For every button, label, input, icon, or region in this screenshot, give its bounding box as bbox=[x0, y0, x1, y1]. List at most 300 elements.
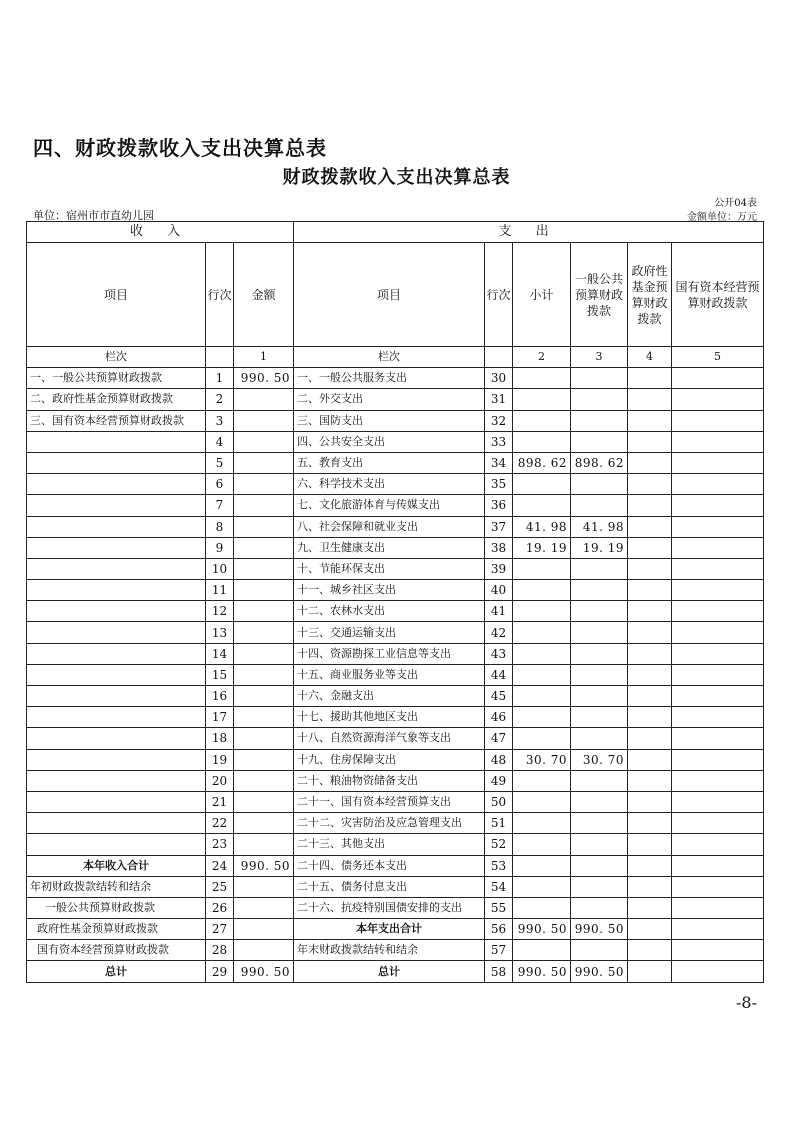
header-fund-budget: 政府性基金预算财政拨款 bbox=[628, 243, 672, 347]
income-amount-cell bbox=[234, 580, 294, 601]
income-line-cell: 16 bbox=[206, 686, 234, 707]
income-line-cell: 14 bbox=[206, 643, 234, 664]
income-line-cell: 27 bbox=[206, 919, 234, 940]
general-budget-cell bbox=[571, 834, 628, 855]
income-item-cell bbox=[27, 452, 206, 473]
table-row bbox=[27, 410, 764, 431]
expense-item-cell: 十八、自然资源海洋气象等支出 bbox=[294, 728, 485, 749]
col-index-5: 5 bbox=[672, 347, 764, 368]
expense-item-cell: 一、一般公共服务支出 bbox=[294, 368, 485, 389]
income-amount-cell bbox=[234, 919, 294, 940]
table-row bbox=[27, 919, 764, 940]
general-budget-cell bbox=[571, 495, 628, 516]
subtotal-cell bbox=[513, 474, 571, 495]
income-amount-cell bbox=[234, 728, 294, 749]
subtotal-cell bbox=[513, 558, 571, 579]
form-code: 公开04表 bbox=[714, 198, 757, 209]
expense-item-cell: 十六、金融支出 bbox=[294, 686, 485, 707]
table-row bbox=[27, 897, 764, 918]
general-budget-cell: 30. 70 bbox=[571, 749, 628, 770]
expense-line-cell: 43 bbox=[485, 643, 513, 664]
table-row bbox=[27, 474, 764, 495]
fund-budget-cell bbox=[628, 664, 672, 685]
state-capital-budget-cell bbox=[672, 664, 764, 685]
fund-budget-cell bbox=[628, 897, 672, 918]
expense-item-cell: 本年支出合计 bbox=[294, 919, 485, 940]
expense-line-cell: 57 bbox=[485, 940, 513, 961]
expense-line-cell: 45 bbox=[485, 686, 513, 707]
income-section-label: 收 入 bbox=[27, 222, 294, 243]
state-capital-budget-cell bbox=[672, 770, 764, 791]
header-expense-item: 项目 bbox=[294, 243, 485, 347]
general-budget-cell: 990. 50 bbox=[571, 961, 628, 982]
header-state-capital-budget: 国有资本经营预算财政拨款 bbox=[672, 243, 764, 347]
subtotal-cell bbox=[513, 643, 571, 664]
table-row bbox=[27, 749, 764, 770]
state-capital-budget-cell bbox=[672, 707, 764, 728]
general-budget-cell: 898. 62 bbox=[571, 452, 628, 473]
column-index-row bbox=[27, 347, 764, 368]
expense-section-label: 支 出 bbox=[294, 222, 764, 243]
general-budget-cell bbox=[571, 855, 628, 876]
expense-line-cell: 54 bbox=[485, 876, 513, 897]
table-row bbox=[27, 770, 764, 791]
state-capital-budget-cell bbox=[672, 622, 764, 643]
expense-item-cell: 二十二、灾害防治及应急管理支出 bbox=[294, 813, 485, 834]
fund-budget-cell bbox=[628, 474, 672, 495]
table-row bbox=[27, 728, 764, 749]
expense-item-cell: 六、科学技术支出 bbox=[294, 474, 485, 495]
table-row bbox=[27, 940, 764, 961]
col-index-blank-2 bbox=[485, 347, 513, 368]
income-line-cell: 6 bbox=[206, 474, 234, 495]
expense-item-cell: 十二、农林水支出 bbox=[294, 601, 485, 622]
income-line-cell: 12 bbox=[206, 601, 234, 622]
income-line-cell: 17 bbox=[206, 707, 234, 728]
expense-line-cell: 46 bbox=[485, 707, 513, 728]
income-item-cell bbox=[27, 495, 206, 516]
fund-budget-cell bbox=[628, 431, 672, 452]
general-budget-cell: 990. 50 bbox=[571, 919, 628, 940]
general-budget-cell bbox=[571, 940, 628, 961]
fund-budget-cell bbox=[628, 749, 672, 770]
income-item-cell bbox=[27, 622, 206, 643]
col-index-3: 3 bbox=[571, 347, 628, 368]
expense-line-cell: 41 bbox=[485, 601, 513, 622]
expense-item-cell: 十四、资源勘探工业信息等支出 bbox=[294, 643, 485, 664]
table-row bbox=[27, 495, 764, 516]
page-number: -8- bbox=[736, 993, 757, 1012]
general-budget-cell bbox=[571, 813, 628, 834]
budget-table bbox=[26, 221, 764, 983]
subtotal-cell bbox=[513, 728, 571, 749]
amount-unit-label: 金额单位：万元 bbox=[687, 212, 757, 223]
fund-budget-cell bbox=[628, 834, 672, 855]
fund-budget-cell bbox=[628, 686, 672, 707]
subtotal-cell bbox=[513, 791, 571, 812]
fund-budget-cell bbox=[628, 452, 672, 473]
income-amount-cell bbox=[234, 452, 294, 473]
state-capital-budget-cell bbox=[672, 919, 764, 940]
expense-line-cell: 53 bbox=[485, 855, 513, 876]
general-budget-cell bbox=[571, 601, 628, 622]
state-capital-budget-cell bbox=[672, 897, 764, 918]
income-amount-cell bbox=[234, 749, 294, 770]
state-capital-budget-cell bbox=[672, 940, 764, 961]
fund-budget-cell bbox=[628, 643, 672, 664]
income-line-cell: 4 bbox=[206, 431, 234, 452]
income-item-cell: 年初财政拨款结转和结余 bbox=[27, 876, 206, 897]
subtotal-cell bbox=[513, 431, 571, 452]
state-capital-budget-cell bbox=[672, 643, 764, 664]
fund-budget-cell bbox=[628, 728, 672, 749]
expense-item-cell: 十、节能环保支出 bbox=[294, 558, 485, 579]
state-capital-budget-cell bbox=[672, 452, 764, 473]
income-amount-cell bbox=[234, 389, 294, 410]
fund-budget-cell bbox=[628, 855, 672, 876]
fund-budget-cell bbox=[628, 389, 672, 410]
income-item-cell: 本年收入合计 bbox=[27, 855, 206, 876]
fund-budget-cell bbox=[628, 601, 672, 622]
state-capital-budget-cell bbox=[672, 728, 764, 749]
expense-line-cell: 50 bbox=[485, 791, 513, 812]
income-line-cell: 15 bbox=[206, 664, 234, 685]
state-capital-budget-cell bbox=[672, 495, 764, 516]
header-income-item: 项目 bbox=[27, 243, 206, 347]
income-line-cell: 23 bbox=[206, 834, 234, 855]
income-item-cell bbox=[27, 601, 206, 622]
fund-budget-cell bbox=[628, 495, 672, 516]
state-capital-budget-cell bbox=[672, 791, 764, 812]
table-row bbox=[27, 791, 764, 812]
col-index-label: 栏次 bbox=[27, 347, 206, 368]
income-item-cell bbox=[27, 516, 206, 537]
table-row bbox=[27, 961, 764, 982]
expense-item-cell: 总计 bbox=[294, 961, 485, 982]
unit-label: 单位：宿州市市直幼儿园 bbox=[33, 209, 154, 222]
income-amount-cell bbox=[234, 876, 294, 897]
income-amount-cell bbox=[234, 813, 294, 834]
expense-item-cell: 十九、住房保障支出 bbox=[294, 749, 485, 770]
expense-item-cell: 七、文化旅游体育与传媒支出 bbox=[294, 495, 485, 516]
income-item-cell bbox=[27, 474, 206, 495]
expense-line-cell: 49 bbox=[485, 770, 513, 791]
header-income-amount: 金额 bbox=[234, 243, 294, 347]
general-budget-cell bbox=[571, 876, 628, 897]
subtotal-cell bbox=[513, 940, 571, 961]
table-row bbox=[27, 452, 764, 473]
income-amount-cell bbox=[234, 516, 294, 537]
fund-budget-cell bbox=[628, 919, 672, 940]
income-item-cell bbox=[27, 686, 206, 707]
fund-budget-cell bbox=[628, 707, 672, 728]
income-item-cell bbox=[27, 537, 206, 558]
expense-line-cell: 48 bbox=[485, 749, 513, 770]
general-budget-cell bbox=[571, 664, 628, 685]
table-row bbox=[27, 707, 764, 728]
fund-budget-cell bbox=[628, 940, 672, 961]
expense-line-cell: 34 bbox=[485, 452, 513, 473]
subtotal-cell bbox=[513, 410, 571, 431]
state-capital-budget-cell bbox=[672, 686, 764, 707]
expense-item-cell: 二十三、其他支出 bbox=[294, 834, 485, 855]
state-capital-budget-cell bbox=[672, 580, 764, 601]
income-amount-cell bbox=[234, 940, 294, 961]
subtotal-cell bbox=[513, 368, 571, 389]
fund-budget-cell bbox=[628, 876, 672, 897]
state-capital-budget-cell bbox=[672, 558, 764, 579]
fund-budget-cell bbox=[628, 368, 672, 389]
expense-line-cell: 44 bbox=[485, 664, 513, 685]
table-row bbox=[27, 855, 764, 876]
state-capital-budget-cell bbox=[672, 537, 764, 558]
expense-line-cell: 33 bbox=[485, 431, 513, 452]
income-amount-cell bbox=[234, 410, 294, 431]
expense-item-cell: 十五、商业服务业等支出 bbox=[294, 664, 485, 685]
subtotal-cell: 30. 70 bbox=[513, 749, 571, 770]
expense-line-cell: 55 bbox=[485, 897, 513, 918]
expense-line-cell: 56 bbox=[485, 919, 513, 940]
income-item-cell: 一般公共预算财政拨款 bbox=[27, 897, 206, 918]
subtotal-cell bbox=[513, 897, 571, 918]
income-item-cell bbox=[27, 813, 206, 834]
income-line-cell: 19 bbox=[206, 749, 234, 770]
income-amount-cell bbox=[234, 643, 294, 664]
income-amount-cell bbox=[234, 622, 294, 643]
expense-line-cell: 58 bbox=[485, 961, 513, 982]
income-line-cell: 1 bbox=[206, 368, 234, 389]
expense-line-cell: 32 bbox=[485, 410, 513, 431]
subtotal-cell bbox=[513, 601, 571, 622]
income-line-cell: 24 bbox=[206, 855, 234, 876]
expense-item-cell: 二十五、债务付息支出 bbox=[294, 876, 485, 897]
col-index-blank bbox=[206, 347, 234, 368]
expense-item-cell: 八、社会保障和就业支出 bbox=[294, 516, 485, 537]
income-item-cell bbox=[27, 643, 206, 664]
subtotal-cell bbox=[513, 834, 571, 855]
table-row bbox=[27, 622, 764, 643]
general-budget-cell bbox=[571, 707, 628, 728]
col-index-1: 1 bbox=[234, 347, 294, 368]
income-amount-cell bbox=[234, 537, 294, 558]
income-item-cell: 一、一般公共预算财政拨款 bbox=[27, 368, 206, 389]
fund-budget-cell bbox=[628, 961, 672, 982]
general-budget-cell bbox=[571, 770, 628, 791]
table-row bbox=[27, 664, 764, 685]
subtotal-cell bbox=[513, 664, 571, 685]
income-line-cell: 18 bbox=[206, 728, 234, 749]
general-budget-cell bbox=[571, 622, 628, 643]
expense-item-cell: 十一、城乡社区支出 bbox=[294, 580, 485, 601]
general-budget-cell bbox=[571, 686, 628, 707]
table-row bbox=[27, 389, 764, 410]
state-capital-budget-cell bbox=[672, 368, 764, 389]
subtotal-cell: 990. 50 bbox=[513, 919, 571, 940]
table-row bbox=[27, 813, 764, 834]
subtotal-cell bbox=[513, 495, 571, 516]
subtotal-cell: 990. 50 bbox=[513, 961, 571, 982]
header-row bbox=[27, 243, 764, 347]
fund-budget-cell bbox=[628, 537, 672, 558]
expense-item-cell: 二十六、抗疫特别国债安排的支出 bbox=[294, 897, 485, 918]
table-row bbox=[27, 580, 764, 601]
subtotal-cell: 19. 19 bbox=[513, 537, 571, 558]
header-subtotal: 小计 bbox=[513, 243, 571, 347]
header-expense-line: 行次 bbox=[485, 243, 513, 347]
general-budget-cell bbox=[571, 410, 628, 431]
general-budget-cell bbox=[571, 728, 628, 749]
income-item-cell: 政府性基金预算财政拨款 bbox=[27, 919, 206, 940]
income-item-cell bbox=[27, 791, 206, 812]
subtotal-cell bbox=[513, 707, 571, 728]
income-amount-cell bbox=[234, 474, 294, 495]
income-item-cell bbox=[27, 770, 206, 791]
income-item-cell bbox=[27, 664, 206, 685]
income-amount-cell bbox=[234, 686, 294, 707]
section-row bbox=[27, 222, 764, 243]
income-item-cell bbox=[27, 431, 206, 452]
income-line-cell: 2 bbox=[206, 389, 234, 410]
expense-line-cell: 42 bbox=[485, 622, 513, 643]
col-index-4: 4 bbox=[628, 347, 672, 368]
state-capital-budget-cell bbox=[672, 855, 764, 876]
income-line-cell: 25 bbox=[206, 876, 234, 897]
expense-item-cell: 二、外交支出 bbox=[294, 389, 485, 410]
income-item-cell bbox=[27, 728, 206, 749]
income-amount-cell: 990. 50 bbox=[234, 368, 294, 389]
fund-budget-cell bbox=[628, 791, 672, 812]
state-capital-budget-cell bbox=[672, 834, 764, 855]
income-amount-cell bbox=[234, 601, 294, 622]
income-item-cell: 三、国有资本经营预算财政拨款 bbox=[27, 410, 206, 431]
general-budget-cell bbox=[571, 368, 628, 389]
expense-line-cell: 30 bbox=[485, 368, 513, 389]
income-amount-cell bbox=[234, 834, 294, 855]
expense-line-cell: 36 bbox=[485, 495, 513, 516]
expense-item-cell: 二十四、债务还本支出 bbox=[294, 855, 485, 876]
state-capital-budget-cell bbox=[672, 749, 764, 770]
table-row bbox=[27, 601, 764, 622]
state-capital-budget-cell bbox=[672, 813, 764, 834]
income-item-cell bbox=[27, 558, 206, 579]
header-general-budget: 一般公共预算财政拨款 bbox=[571, 243, 628, 347]
subtotal-cell bbox=[513, 876, 571, 897]
state-capital-budget-cell bbox=[672, 601, 764, 622]
fund-budget-cell bbox=[628, 516, 672, 537]
income-line-cell: 26 bbox=[206, 897, 234, 918]
general-budget-cell bbox=[571, 474, 628, 495]
general-budget-cell: 19. 19 bbox=[571, 537, 628, 558]
general-budget-cell bbox=[571, 558, 628, 579]
general-budget-cell bbox=[571, 580, 628, 601]
income-amount-cell bbox=[234, 707, 294, 728]
expense-item-cell: 九、卫生健康支出 bbox=[294, 537, 485, 558]
table-title: 财政拨款收入支出决算总表 bbox=[282, 167, 511, 188]
income-amount-cell bbox=[234, 664, 294, 685]
income-item-cell bbox=[27, 834, 206, 855]
expense-line-cell: 47 bbox=[485, 728, 513, 749]
state-capital-budget-cell bbox=[672, 431, 764, 452]
expense-line-cell: 37 bbox=[485, 516, 513, 537]
income-line-cell: 29 bbox=[206, 961, 234, 982]
state-capital-budget-cell bbox=[672, 961, 764, 982]
income-line-cell: 3 bbox=[206, 410, 234, 431]
expense-item-cell: 五、教育支出 bbox=[294, 452, 485, 473]
general-budget-cell bbox=[571, 791, 628, 812]
income-item-cell: 总计 bbox=[27, 961, 206, 982]
expense-item-cell: 二十、粮油物资储备支出 bbox=[294, 770, 485, 791]
subtotal-cell: 898. 62 bbox=[513, 452, 571, 473]
expense-line-cell: 39 bbox=[485, 558, 513, 579]
fund-budget-cell bbox=[628, 558, 672, 579]
table-row bbox=[27, 431, 764, 452]
income-line-cell: 22 bbox=[206, 813, 234, 834]
fund-budget-cell bbox=[628, 410, 672, 431]
fund-budget-cell bbox=[628, 770, 672, 791]
state-capital-budget-cell bbox=[672, 516, 764, 537]
state-capital-budget-cell bbox=[672, 410, 764, 431]
income-amount-cell: 990. 50 bbox=[234, 855, 294, 876]
subtotal-cell bbox=[513, 855, 571, 876]
expense-line-cell: 31 bbox=[485, 389, 513, 410]
expense-item-cell: 十三、交通运输支出 bbox=[294, 622, 485, 643]
subtotal-cell: 41. 98 bbox=[513, 516, 571, 537]
income-line-cell: 11 bbox=[206, 580, 234, 601]
state-capital-budget-cell bbox=[672, 876, 764, 897]
income-amount-cell bbox=[234, 431, 294, 452]
expense-item-cell: 四、公共安全支出 bbox=[294, 431, 485, 452]
general-budget-cell bbox=[571, 897, 628, 918]
subtotal-cell bbox=[513, 622, 571, 643]
income-item-cell bbox=[27, 749, 206, 770]
table-row bbox=[27, 516, 764, 537]
subtotal-cell bbox=[513, 770, 571, 791]
expense-line-cell: 40 bbox=[485, 580, 513, 601]
fund-budget-cell bbox=[628, 622, 672, 643]
income-amount-cell bbox=[234, 770, 294, 791]
general-budget-cell bbox=[571, 431, 628, 452]
income-item-cell bbox=[27, 707, 206, 728]
table-row bbox=[27, 834, 764, 855]
col-index-label-2: 栏次 bbox=[294, 347, 485, 368]
fund-budget-cell bbox=[628, 813, 672, 834]
state-capital-budget-cell bbox=[672, 474, 764, 495]
subtotal-cell bbox=[513, 686, 571, 707]
section-heading: 四、财政拨款收入支出决算总表 bbox=[33, 136, 327, 160]
general-budget-cell: 41. 98 bbox=[571, 516, 628, 537]
table-row bbox=[27, 558, 764, 579]
expense-item-cell: 三、国防支出 bbox=[294, 410, 485, 431]
income-line-cell: 13 bbox=[206, 622, 234, 643]
income-line-cell: 5 bbox=[206, 452, 234, 473]
header-income-line: 行次 bbox=[206, 243, 234, 347]
income-amount-cell bbox=[234, 897, 294, 918]
income-amount-cell bbox=[234, 791, 294, 812]
expense-item-cell: 年末财政拨款结转和结余 bbox=[294, 940, 485, 961]
income-line-cell: 21 bbox=[206, 791, 234, 812]
table-row bbox=[27, 537, 764, 558]
income-line-cell: 7 bbox=[206, 495, 234, 516]
expense-item-cell: 二十一、国有资本经营预算支出 bbox=[294, 791, 485, 812]
table-row bbox=[27, 876, 764, 897]
state-capital-budget-cell bbox=[672, 389, 764, 410]
subtotal-cell bbox=[513, 389, 571, 410]
income-line-cell: 28 bbox=[206, 940, 234, 961]
income-amount-cell bbox=[234, 558, 294, 579]
expense-line-cell: 52 bbox=[485, 834, 513, 855]
expense-line-cell: 35 bbox=[485, 474, 513, 495]
expense-line-cell: 51 bbox=[485, 813, 513, 834]
